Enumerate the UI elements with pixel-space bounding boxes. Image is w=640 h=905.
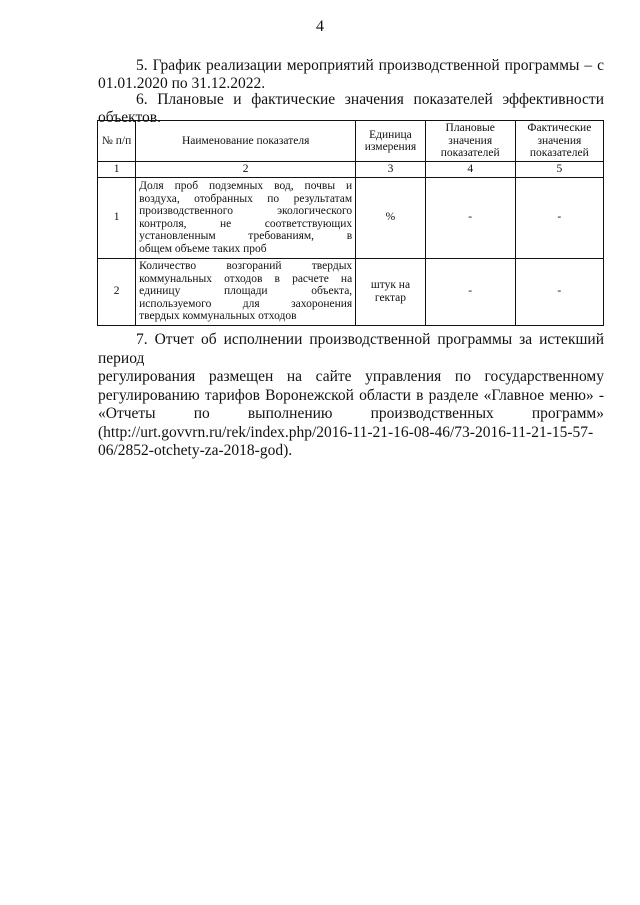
header-num: № п/п bbox=[98, 121, 136, 162]
section-7-line-2: регулирования размещен на сайте управления по государственному bbox=[98, 368, 604, 385]
index-cell: 5 bbox=[515, 162, 603, 178]
row-num: 1 bbox=[98, 177, 136, 258]
row-name-line: общем объеме таких проб bbox=[139, 242, 267, 255]
row-fact: - bbox=[515, 258, 603, 325]
row-name bbox=[136, 177, 356, 258]
row-name-line: Доля проб подземных вод, почвы и bbox=[139, 180, 353, 192]
row-unit: штук на гектар bbox=[356, 258, 426, 325]
header-plan: Плановые значения показателей bbox=[425, 121, 515, 162]
row-fact: - bbox=[515, 177, 603, 258]
section-6-line-1: 6. Плановые и фактические значения показателей эффективности bbox=[136, 91, 604, 108]
section-5-line-1: 5. График реализации мероприятий производственной программы – с bbox=[136, 57, 604, 74]
row-name-line: единицу площади объекта, bbox=[139, 285, 353, 298]
section-5-line-2: 01.01.2020 по 31.12.2022. bbox=[98, 75, 266, 92]
row-name-line: установленным требованиям, в bbox=[139, 230, 353, 242]
table-header-row bbox=[98, 121, 604, 162]
row-plan: - bbox=[425, 177, 515, 258]
index-cell: 2 bbox=[136, 162, 356, 178]
row-name-line: воздуха, отобранных по результатам bbox=[139, 192, 353, 205]
row-name-line: производственного экологического bbox=[139, 205, 353, 217]
row-name-line: твердых коммунальных отходов bbox=[139, 310, 297, 323]
header-unit: Единица измерения bbox=[356, 121, 426, 162]
row-name-line: Количество возгораний твердых bbox=[139, 260, 353, 273]
section-7-line-1: 7. Отчет об исполнении производственной программы за истекший период bbox=[98, 331, 604, 367]
row-unit: % bbox=[356, 177, 426, 258]
header-fact: Фактические значения показателей bbox=[515, 121, 603, 162]
header-name: Наименование показателя bbox=[136, 121, 356, 162]
page-number: 4 bbox=[316, 18, 324, 35]
row-num: 2 bbox=[98, 258, 136, 325]
section-7-line-3: регулированию тарифов Воронежской области в разделе «Главное меню» - bbox=[98, 386, 604, 404]
section-7-paragraph bbox=[98, 331, 604, 461]
table-row bbox=[98, 177, 604, 258]
index-cell: 4 bbox=[425, 162, 515, 178]
row-name bbox=[136, 258, 356, 325]
row-name-line: коммунальных отходов в расчете на bbox=[139, 272, 353, 285]
row-name-line: используемого для захоронения bbox=[139, 297, 353, 310]
section-6-line-2: объектов. bbox=[98, 109, 161, 126]
section-7-line-4: «Отчеты по выполнению производственных программ» bbox=[98, 405, 604, 422]
table-row bbox=[98, 258, 604, 325]
row-plan: - bbox=[425, 258, 515, 325]
index-cell: 3 bbox=[356, 162, 426, 178]
indicators-table bbox=[97, 120, 604, 326]
row-name-line: контроля, не соответствующих bbox=[139, 217, 353, 230]
table-index-row bbox=[98, 162, 604, 178]
report-link-line-1[interactable]: (http://urt.govvrn.ru/rek/index.php/2016-11-21-16-08-46/73-2016-11-21-15-57- bbox=[98, 423, 594, 441]
report-link-line-2[interactable]: 06/2852-otchety-za-2018-god). bbox=[98, 442, 293, 459]
section-5-paragraph bbox=[98, 57, 604, 93]
index-cell: 1 bbox=[98, 162, 136, 178]
